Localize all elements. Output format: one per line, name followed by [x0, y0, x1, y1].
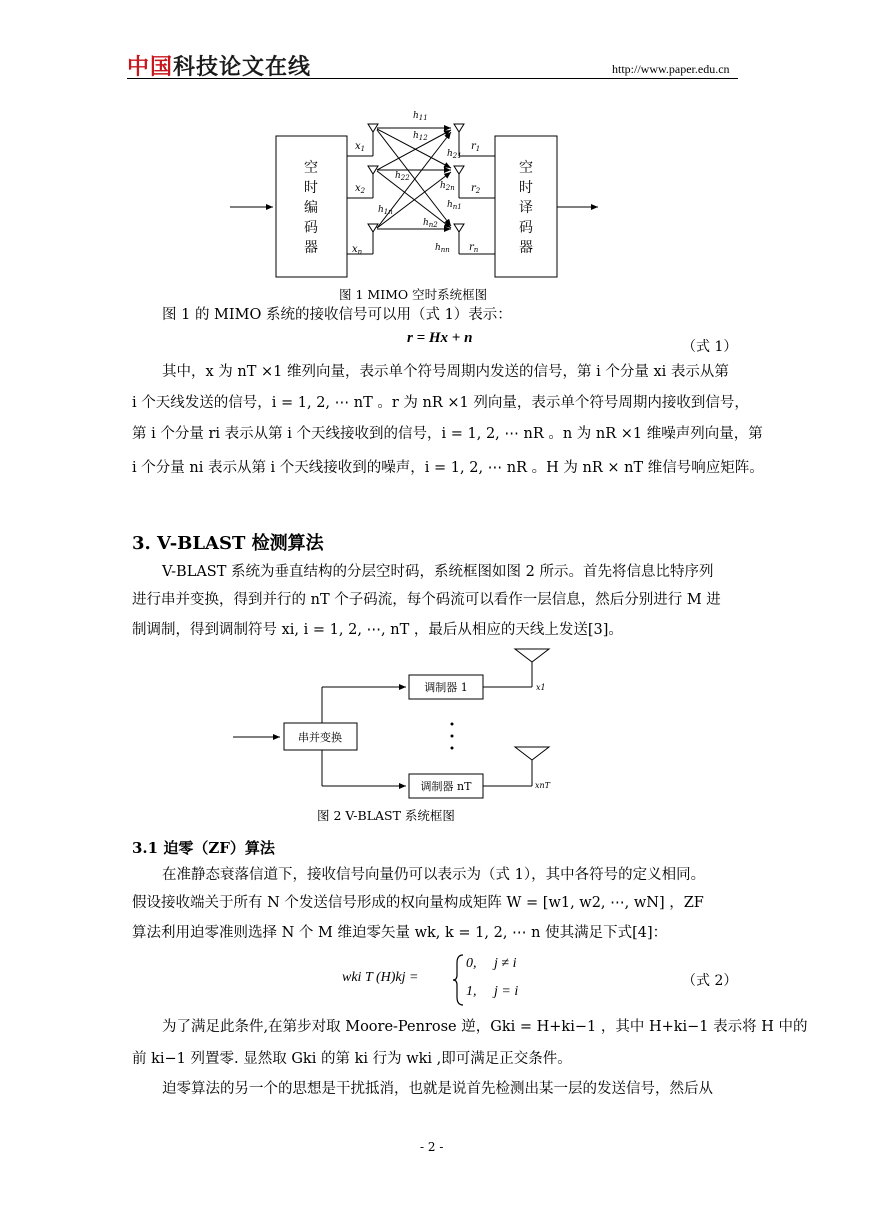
tx-antenna-icon	[368, 224, 378, 232]
modulator-1-label: 调制器 1	[424, 681, 468, 694]
svg-text:h1n: $h_{1n}$	[378, 205, 393, 216]
para3-line1: V-BLAST 系统为垂直结构的分层空时码，系统框图如图 2 所示。首先将信息比特序列	[162, 564, 714, 580]
svg-text:rn: $r_n$	[469, 242, 479, 254]
tx-antenna-icon	[368, 166, 378, 174]
header-url[interactable]: http://www.paper.edu.cn	[612, 62, 730, 76]
header-rule	[127, 78, 738, 79]
para4-line1: 在准静态衰落信道下，接收信号向量仍可以表示为（式 1），其中各符号的定义相同。	[162, 867, 706, 883]
para4-line2: 假设接收端关于所有 N 个发送信号形成的权向量构成矩阵 W = [w1, w2, ⋯, wN] ，ZF	[132, 895, 704, 911]
svg-text:hnn: $h_{nn}$	[435, 243, 450, 254]
svg-text:x1: $x_1$	[355, 141, 366, 153]
para3-line3: 制调制，得到调制符号 xi, i = 1, 2, ⋯, nT ，最后从相应的天线上发送[3]。	[132, 622, 623, 638]
encoder-char: 码	[304, 220, 318, 236]
equation-1: r = Hx + n	[407, 330, 473, 346]
output-1-label: x1	[536, 683, 546, 692]
encoder-char: 空	[304, 160, 318, 176]
equation-1-number: （式 1）	[682, 339, 738, 355]
svg-text:r1: $r_1$	[471, 141, 481, 153]
figure1-caption: 图 1 MIMO 空时系统框图	[339, 287, 488, 302]
output-n-label: xnT	[535, 781, 550, 790]
equation-2-brace	[451, 953, 465, 1007]
svg-text:hn1: $h_{n1}$	[447, 200, 462, 211]
rx-antenna-icon	[454, 124, 464, 132]
figure2-diagram	[230, 646, 560, 806]
logo-red-part: 中国	[127, 55, 174, 80]
equation-2-lhs: wki T (H)kj =	[342, 970, 419, 985]
figure1-diagram	[225, 104, 605, 284]
svg-text:h21: $h_{21}$	[447, 149, 462, 160]
para2-line1: 其中，x 为 nT ×1 维列向量，表示单个符号周期内发送的信号，第 i 个分量 xi 表示从第	[162, 364, 729, 380]
encoder-char: 编	[304, 200, 318, 216]
equation-2-number: （式 2）	[682, 973, 738, 989]
decoder-char: 器	[519, 240, 533, 256]
rx-antenna-icon	[454, 166, 464, 174]
svg-text:r2: $r_2$	[471, 183, 481, 195]
logo-black-part: 科技论文在线	[173, 55, 312, 80]
page-number: - 2 -	[420, 1140, 444, 1154]
encoder-char: 器	[304, 240, 318, 256]
equation-2-case1: 0, j ≠ i	[466, 956, 517, 971]
equation-2-case2: 1, j = i	[466, 984, 519, 999]
decoder-char: 时	[519, 180, 533, 196]
serial-parallel-label: 串并变换	[298, 731, 342, 744]
para5-line2: 前 ki−1 列置零. 显然取 Gki 的第 ki 行为 wki ,即可满足正交条件。	[132, 1051, 572, 1067]
svg-text:h12: $h_{12}$	[413, 131, 428, 142]
antenna-n-icon	[515, 747, 549, 760]
svg-text:h11: $h_{11}$	[413, 111, 428, 122]
tx-antenna-icon	[368, 124, 378, 132]
svg-text:h22: $h_{22}$	[395, 171, 410, 182]
decoder-char: 译	[519, 200, 533, 216]
svg-text:hn2: $h_{n2}$	[423, 218, 438, 229]
para4-line3: 算法利用迫零准则选择 N 个 M 维迫零矢量 wk, k = 1, 2, ⋯ n 使其满足下式[4]：	[132, 925, 668, 941]
figure2-caption: 图 2 V-BLAST 系统框图	[317, 808, 455, 823]
svg-text:x2: $x_2$	[355, 183, 366, 195]
antenna-1-icon	[515, 649, 549, 662]
section-3-title: 3. V-BLAST 检测算法	[132, 533, 324, 554]
encoder-char: 时	[304, 180, 318, 196]
section-3-1-title: 3.1 迫零（ZF）算法	[132, 839, 275, 857]
svg-text:xn: $x_n$	[352, 244, 363, 256]
para1: 图 1 的 MIMO 系统的接收信号可以用（式 1）表示：	[162, 307, 512, 323]
para5-line1: 为了满足此条件,在第步对取 Moore-Penrose 逆，Gki = H+ki−1 ，其中 H+ki−1 表示将 H 中的	[162, 1019, 808, 1035]
decoder-char: 空	[519, 160, 533, 176]
rx-antenna-icon	[454, 224, 464, 232]
para2-line4: i 个分量 ni 表示从第 i 个天线接收到的噪声，i = 1, 2, ⋯ nR 。H 为 nR × nT 维信号响应矩阵。	[132, 460, 764, 476]
para2-line2: i 个天线发送的信号，i = 1, 2, ⋯ nT 。r 为 nR ×1 列向量，表示单个符号周期内接收到信号，	[132, 395, 749, 411]
decoder-char: 码	[519, 220, 533, 236]
modulator-n-label: 调制器 nT	[420, 780, 472, 793]
para3-line2: 进行串并变换，得到并行的 nT 个子码流，每个码流可以看作一层信息，然后分别进行 M 进	[132, 592, 721, 608]
para5-line3: 迫零算法的另一个的思想是干扰抵消，也就是说首先检测出某一层的发送信号，然后从	[162, 1081, 713, 1097]
svg-text:h2n: $h_{2n}$	[440, 181, 455, 192]
para2-line3: 第 i 个分量 ri 表示从第 i 个天线接收到的信号，i = 1, 2, ⋯ nR 。n 为 nR ×1 维噪声列向量，第	[132, 426, 763, 442]
journal-logo	[127, 50, 311, 81]
